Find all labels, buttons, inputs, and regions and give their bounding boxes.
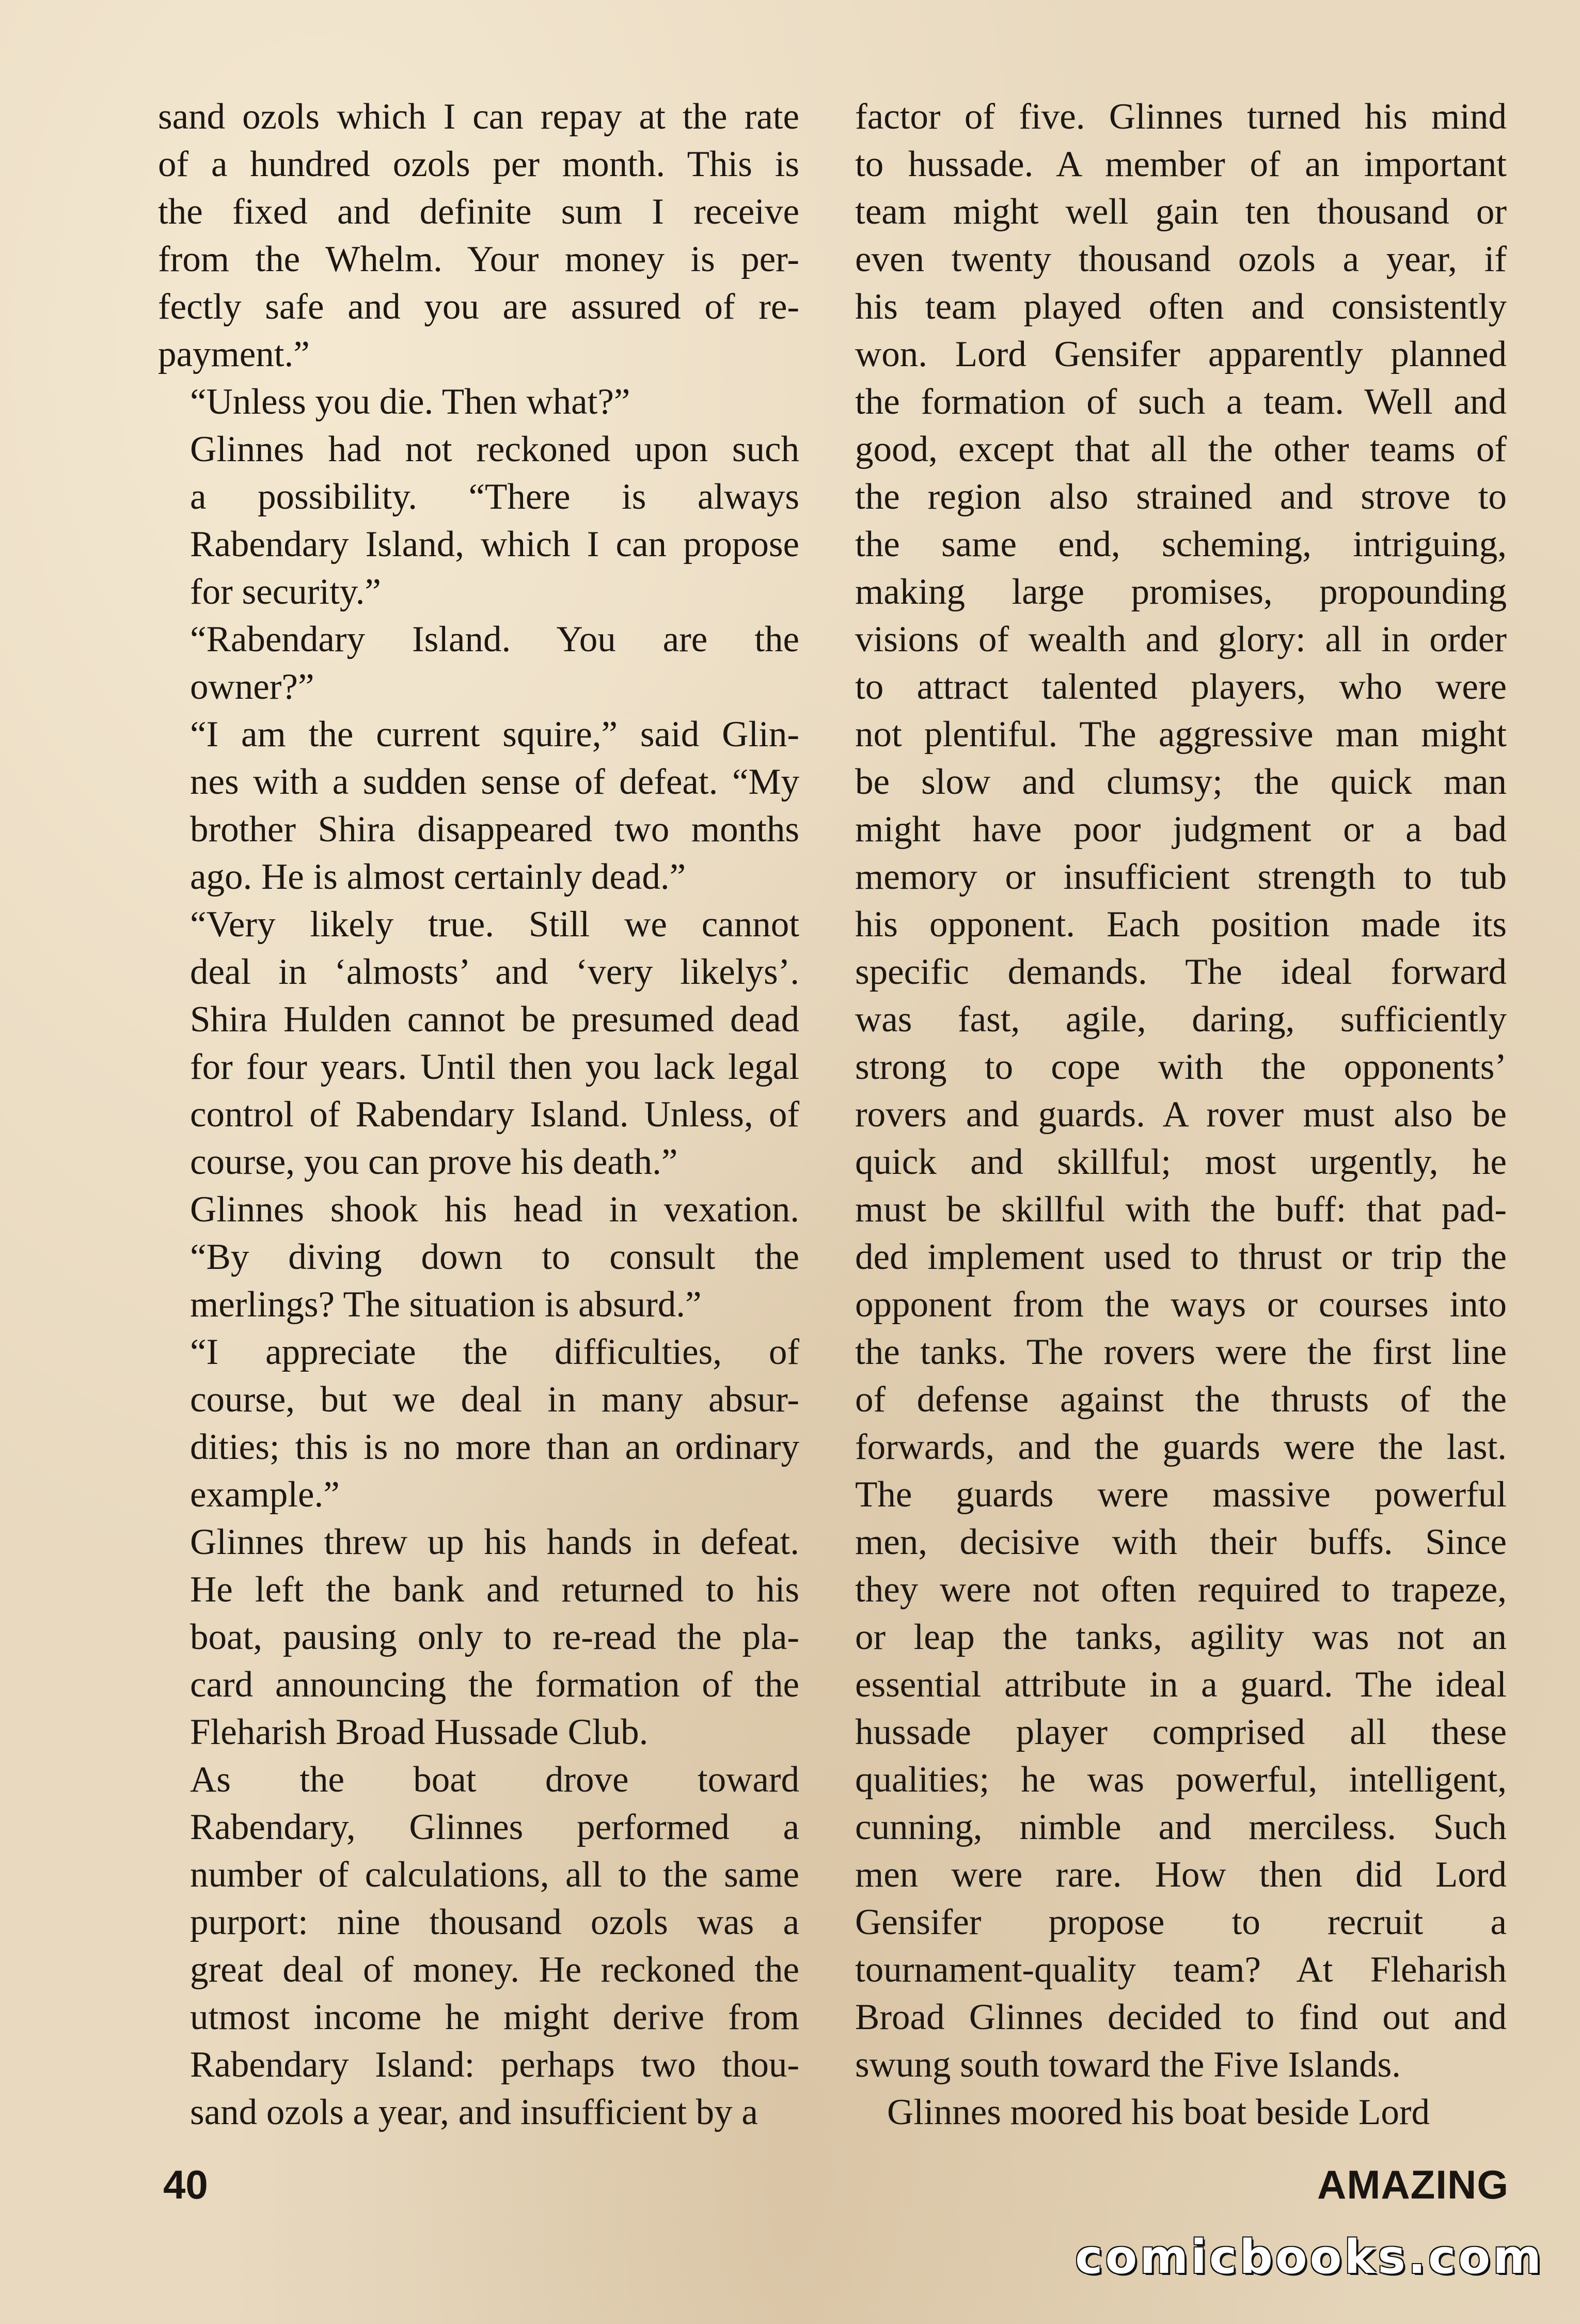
text-line: tournament-quality team? At Fleharish [855, 1950, 1507, 1990]
text-line: memory or insufficient strength to tub [855, 857, 1507, 897]
text-line: number of calculations, all to the same [190, 1855, 799, 1895]
paragraph [158, 1186, 799, 1328]
text-line: or leap the tanks, agility was not an [855, 1617, 1507, 1657]
text-line: team might well gain ten thousand or [855, 192, 1507, 232]
text-line: the fixed and definite sum I receive [158, 192, 799, 232]
paragraph [158, 901, 799, 1186]
paragraph [158, 1518, 799, 1756]
text-line: making large promises, propounding [855, 572, 1507, 612]
text-line: cunning, nimble and merciless. Such [855, 1807, 1507, 1847]
text-line: swung south toward the Five Islands. [855, 2045, 1401, 2085]
text-line: forwards, and the guards were the last. [855, 1427, 1507, 1467]
text-line: qualities; he was powerful, intelligent, [855, 1760, 1507, 1800]
text-line: good, except that all the other teams of [855, 429, 1507, 469]
text-line: sand ozols which I can repay at the rate [158, 97, 799, 137]
text-line: opponent from the ways or courses into [855, 1284, 1507, 1325]
text-line: Shira Hulden cannot be presumed dead [190, 999, 799, 1040]
text-line: factor of five. Glinnes turned his mind [855, 97, 1507, 137]
text-line: Rabendary Island: perhaps two thou- [190, 2045, 799, 2085]
text-line: owner?” [190, 667, 314, 707]
text-line: men, decisive with their buffs. Since [855, 1522, 1507, 1562]
text-line: the formation of such a team. Well and [855, 382, 1507, 422]
text-line: men were rare. How then did Lord [855, 1855, 1507, 1895]
text-line: must be skillful with the buff: that pad- [855, 1189, 1507, 1230]
text-line: strong to cope with the opponents’ [855, 1047, 1507, 1087]
paragraph [855, 93, 1507, 2089]
text-line: “I appreciate the difficulties, of [190, 1332, 799, 1372]
text-line: be slow and clumsy; the quick man [855, 762, 1507, 802]
text-line: course, you can prove his death.” [190, 1142, 678, 1182]
text-line: boat, pausing only to re-read the pla- [190, 1617, 799, 1657]
paragraph [158, 378, 799, 426]
text-line: utmost income he might derive from [190, 1997, 799, 2037]
text-line: “I am the current squire,” said Glin- [190, 714, 799, 755]
text-line: dities; this is no more than an ordinary [190, 1427, 799, 1467]
text-line: As the boat drove toward [190, 1760, 799, 1800]
text-line: Glinnes shook his head in vexation. [190, 1189, 799, 1230]
text-line: Glinnes moored his boat beside Lord [887, 2092, 1430, 2132]
text-line: they were not often required to trapeze, [855, 1569, 1507, 1610]
text-line: the region also strained and strove to [855, 477, 1507, 517]
text-line: not plentiful. The aggressive man might [855, 714, 1507, 755]
text-line: He left the bank and returned to his [190, 1569, 799, 1610]
text-line: hussade player comprised all these [855, 1712, 1507, 1752]
page-number: 40 [163, 2162, 208, 2207]
text-line: specific demands. The ideal forward [855, 952, 1507, 992]
text-line: nes with a sudden sense of defeat. “My [190, 762, 799, 802]
text-line: the tanks. The rovers were the first line [855, 1332, 1507, 1372]
text-line: Rabendary, Glinnes performed a [190, 1807, 799, 1847]
text-line: of defense against the thrusts of the [855, 1379, 1507, 1420]
text-line: brother Shira disappeared two months [190, 809, 799, 850]
text-line: Fleharish Broad Hussade Club. [190, 1712, 649, 1752]
text-line: course, but we deal in many absur- [190, 1379, 799, 1420]
text-line: Gensifer propose to recruit a [855, 1902, 1507, 1942]
paragraph [158, 1756, 799, 2136]
text-line: “Rabendary Island. You are the [190, 619, 799, 659]
text-line: card announcing the formation of the [190, 1665, 799, 1705]
text-line: Glinnes had not reckoned upon such [190, 429, 799, 469]
watermark: comicbooks.com [1075, 2230, 1544, 2284]
paragraph [158, 93, 799, 378]
paragraph [855, 2089, 1507, 2136]
text-line: purport: nine thousand ozols was a [190, 1902, 799, 1942]
text-line: great deal of money. He reckoned the [190, 1950, 799, 1990]
text-line: ded implement used to thrust or trip the [855, 1237, 1507, 1277]
text-line: from the Whelm. Your money is per- [158, 239, 799, 279]
text-line: fectly safe and you are assured of re- [158, 287, 799, 327]
text-line: even twenty thousand ozols a year, if [855, 239, 1507, 279]
text-line: was fast, agile, daring, sufficiently [855, 999, 1507, 1040]
text-line: sand ozols a year, and insufficient by a [190, 2092, 758, 2132]
text-line: for security.” [190, 572, 381, 612]
text-column-left [158, 93, 799, 2136]
paragraph [158, 1328, 799, 1518]
paragraph [158, 426, 799, 616]
text-line: control of Rabendary Island. Unless, of [190, 1094, 799, 1135]
text-line: rovers and guards. A rover must also be [855, 1094, 1507, 1135]
text-line: merlings? The situation is absurd.” [190, 1284, 702, 1325]
text-line: Rabendary Island, which I can propose [190, 524, 799, 564]
text-line: The guards were massive powerful [855, 1474, 1507, 1515]
text-line: the same end, scheming, intriguing, [855, 524, 1507, 564]
text-line: example.” [190, 1474, 340, 1515]
paragraph [158, 711, 799, 901]
text-line: a possibility. “There is always [190, 477, 799, 517]
text-line: “Unless you die. Then what?” [190, 382, 630, 422]
text-line: for four years. Until then you lack legal [190, 1047, 799, 1087]
text-line: might have poor judgment or a bad [855, 809, 1507, 850]
text-line: deal in ‘almosts’ and ‘very likelys’. [190, 952, 799, 992]
text-line: payment.” [158, 334, 310, 374]
text-line: Broad Glinnes decided to find out and [855, 1997, 1507, 2037]
paragraph [158, 616, 799, 711]
text-line: Glinnes threw up his hands in defeat. [190, 1522, 799, 1562]
text-line: visions of wealth and glory: all in order [855, 619, 1507, 659]
text-line: essential attribute in a guard. The ideal [855, 1665, 1507, 1705]
text-line: won. Lord Gensifer apparently planned [855, 334, 1507, 374]
text-line: “By diving down to consult the [190, 1237, 799, 1277]
text-line: his opponent. Each position made its [855, 904, 1507, 945]
text-line: of a hundred ozols per month. This is [158, 144, 799, 184]
text-line: to hussade. A member of an important [855, 144, 1507, 184]
text-column-right [855, 93, 1507, 2136]
magazine-title: AMAZING [1317, 2162, 1509, 2207]
text-line: quick and skillful; most urgently, he [855, 1142, 1507, 1182]
text-line: “Very likely true. Still we cannot [190, 904, 799, 945]
text-line: to attract talented players, who were [855, 667, 1507, 707]
text-line: his team played often and consistently [855, 287, 1507, 327]
text-line: ago. He is almost certainly dead.” [190, 857, 686, 897]
